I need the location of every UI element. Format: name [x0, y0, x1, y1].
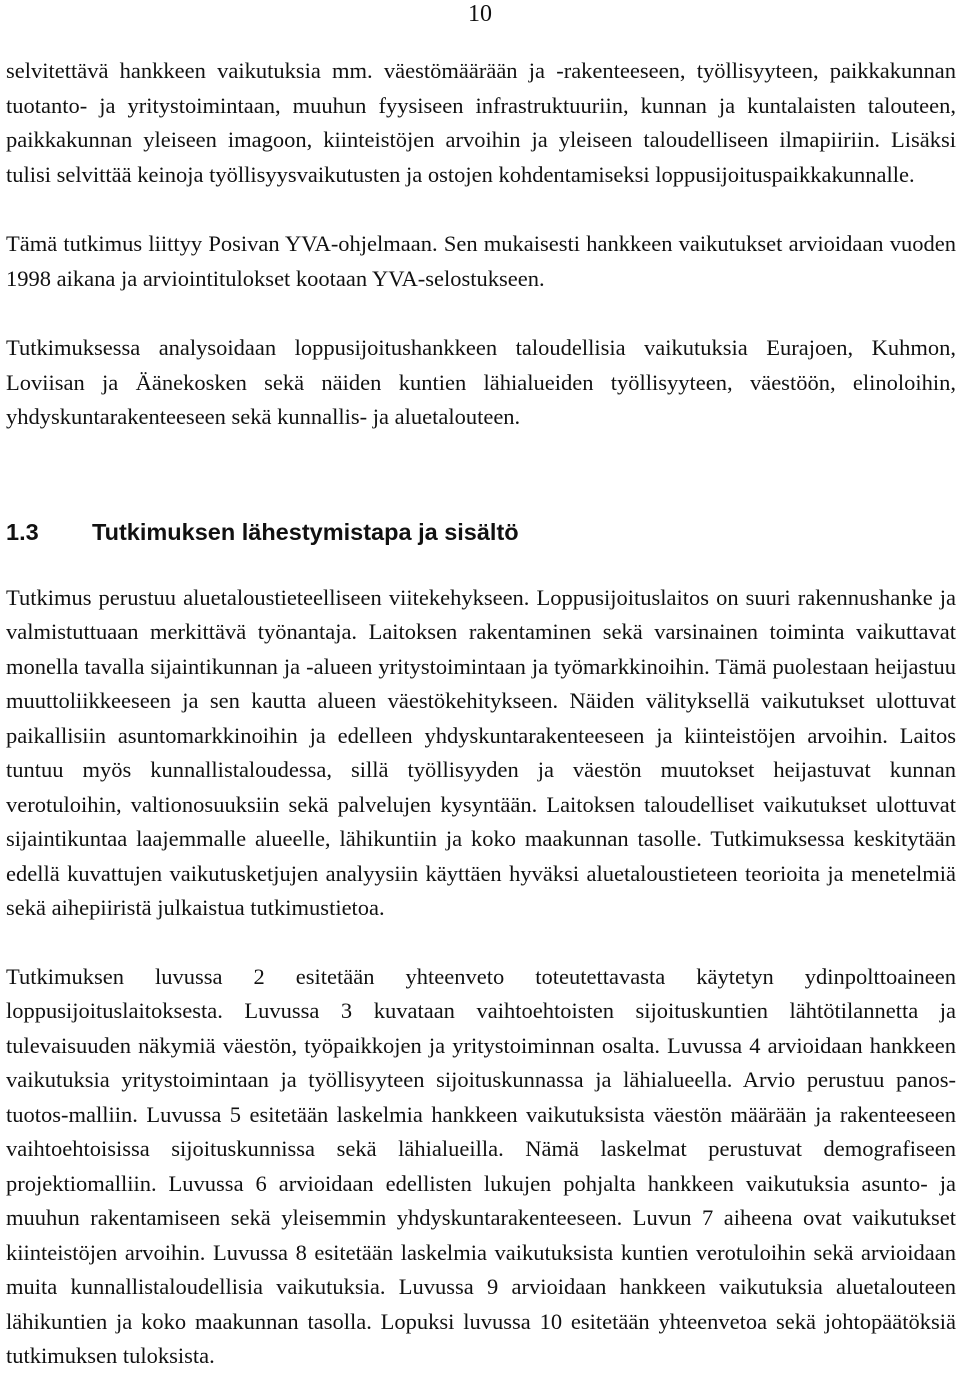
section-title: Tutkimuksen lähestymistapa ja sisältö — [92, 518, 519, 545]
page-number: 10 — [468, 1, 492, 27]
paragraph-intro: selvitettävä hankkeen vaikutuksia mm. väestömäärään ja -rakenteeseen, työllisyyteen, paikkakunnan tuotanto- ja yritystoimintaan, muuhun fyysiseen infrastruktuuriin, kunnan ja kuntalaisten talouteen, paikkakunnan yleiseen imagoon, kiinteistöjen arvoihin ja yleiseen taloudelliseen ilmapiiriin. Lisäksi tulisi selvittää keinoja työllisyysvaikutusten ja ostojen kohdentamiseksi loppusijoituspaikkakunnalle. — [6, 58, 956, 187]
paragraph-scope: Tutkimuksessa analysoidaan loppusijoitushankkeen taloudellisia vaikutuksia Eurajoen, Kuhmon, Loviisan ja Äänekosken sekä näiden kuntien lähialueiden työllisyyteen, väestöön, elinoloihin, yhdyskuntarakenteeseen sekä kunnallis- ja aluetalouteen. — [6, 335, 956, 429]
paragraph-approach: Tutkimus perustuu aluetaloustieteelliseen viitekehykseen. Loppusijoituslaitos on suuri rakennushanke ja valmistuttuaan merkittävä työnantaja. Laitoksen rakentaminen sekä varsinainen toiminta vaikuttavat monella tavalla sijaintikunnan ja -alueen yritystoimintaan ja työmarkkinoihin. Tämä puolestaan heijastuu muuttoliikkeeseen ja sen kautta alueen väestökehitykseen. Näiden välityksellä vaikutukset ulottuvat paikallisiin asuntomarkkinoihin ja edelleen yhdyskuntarakenteeseen ja kiinteistöjen arvoihin. Laitos tuntuu myös kunnallistaloudessa, sillä työllisyyden ja väestön muutokset heijastuvat kunnan verotuloihin, valtionosuuksiin sekä palvelujen kysyntään. Laitoksen taloudelliset vaikutukset ulottuvat sijaintikuntaa laajemmalle alueelle, lähikuntiin ja koko maakunnan tasolle. Tutkimuksessa keskitytään edellä kuvattujen vaikutusketjujen analyysiin käyttäen hyväksi aluetaloustieteen teorioita ja menetelmiä sekä aihepiiristä julkaistua tutkimustietoa. — [6, 584, 956, 920]
section-heading — [6, 517, 956, 547]
paragraph-chapters: Tutkimuksen luvussa 2 esitetään yhteenveto toteutettavasta käytetyn ydinpolttoaineen loppusijoituslaitoksesta. Luvussa 3 kuvataan vaihtoehtoisten sijoituskuntien lähtötilannetta ja tulevaisuuden näkymiä väestön, työpaikkojen ja yritystoiminnan osalta. Luvussa 4 arvioidaan hankkeen vaikutuksia yritystoimintaan ja työllisyyteen sijoituskunnassa ja lähialueella. Arvio perustuu panos-tuotos-malliin. Luvussa 5 esitetään laskelmia hankkeen vaikutuksista väestön määrään ja rakenteeseen vaihtoehtoisissa sijoituskunnissa sekä lähialueilla. Nämä laskelmat perustuvat demografiseen projektiomalliin. Luvussa 6 arvioidaan edellisten lukujen pohjalta hankkeen vaikutuksia asunto- ja muuhun rakentamiseen sekä yleisemmin yhdyskuntarakenteeseen. Luvun 7 aiheena ovat vaikutukset kiinteistöjen arvoihin. Luvussa 8 esitetään laskelmia vaikutuksista kuntien verotuloihin sekä arvioidaan muita kunnallistaloudellisia vaikutuksia. Luvussa 9 arvioidaan hankkeen vaikutuksia aluetalouteen lähikuntien ja koko maakunnan tasolla. Lopuksi luvussa 10 esitetään yhteenvetoa sekä johtopäätöksiä tutkimuksen tuloksista. — [6, 963, 956, 1368]
document-body — [6, 54, 956, 1374]
paragraph-yva: Tämä tutkimus liittyy Posivan YVA-ohjelmaan. Sen mukaisesti hankkeen vaikutukset arvioidaan vuoden 1998 aikana ja arviointitulokset kootaan YVA-selostukseen. — [6, 231, 956, 291]
section-number: 1.3 — [6, 518, 39, 545]
